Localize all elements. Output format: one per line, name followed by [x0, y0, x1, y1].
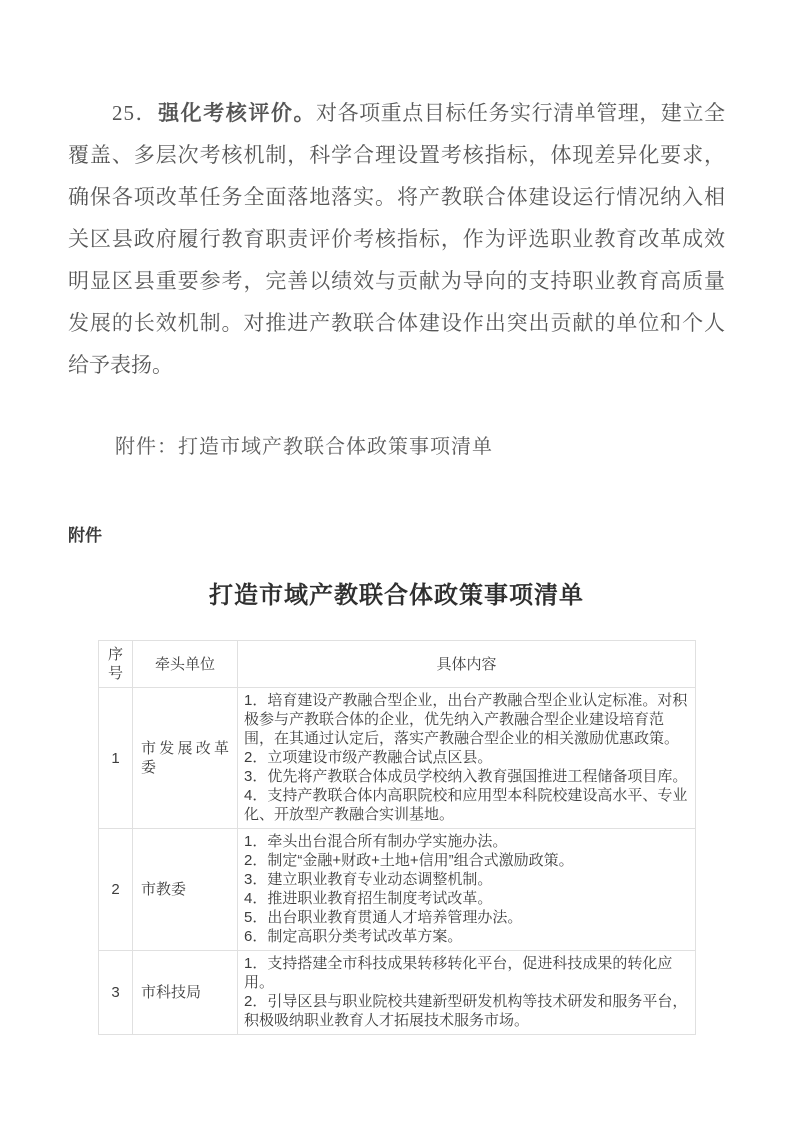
- table-title: 打造市域产教联合体政策事项清单: [209, 583, 584, 609]
- paragraph-line: 覆盖、多层次考核机制，科学合理设置考核指标，体现差异化要求，: [68, 143, 725, 167]
- row-content: [238, 951, 696, 1035]
- content-item: 4．推进职业教育招生制度考试改革。: [244, 890, 493, 907]
- row-serial-number: 2: [99, 829, 133, 951]
- content-item: 2．制定“金融+财政+土地+信用”组合式激励政策。: [244, 852, 574, 869]
- paragraph-line: 发展的长效机制。对推进产教联合体建设作出突出贡献的单位和个人: [68, 311, 725, 335]
- header-serial-number: 序号: [99, 641, 133, 688]
- header-specific-content: 具体内容: [238, 641, 696, 688]
- content-item: 3．优先将产教联合体成员学校纳入教育强国推进工程储备项目库。: [244, 768, 688, 785]
- content-item: 6．制定高职分类考试改革方案。: [244, 928, 463, 945]
- attachment-label: 附件: [68, 526, 102, 545]
- row-lead-unit: 市教委: [133, 829, 238, 951]
- content-item: 5．出台职业教育贯通人才培养管理办法。: [244, 909, 523, 926]
- table-row: [99, 951, 696, 1035]
- paragraph-line: [68, 92, 725, 134]
- paragraph-number: 25．: [112, 101, 159, 125]
- header-lead-unit: 牵头单位: [133, 641, 238, 688]
- content-item: 1．培育建设产教融合型企业，出台产教融合型企业认定标准。对积极参与产教联合体的企业，优先纳入产教融合型企业建设培育范围，在其通过认定后，落实产教融合型企业的相关激励优惠政策。: [244, 692, 688, 747]
- row-content: [238, 688, 696, 829]
- table-row: [99, 829, 696, 951]
- paragraph-line: 明显区县重要参考，完善以绩效与贡献为导向的支持职业教育高质量: [68, 269, 725, 293]
- paragraph-line: 关区县政府履行教育职责评价考核指标，作为评选职业教育改革成效: [68, 227, 725, 251]
- row-lead-unit: 市发展改革委: [133, 688, 238, 829]
- content-item: 4．支持产教联合体内高职院校和应用型本科院校建设高水平、专业化、开放型产教融合实训基地。: [244, 787, 688, 823]
- row-serial-number: 3: [99, 951, 133, 1035]
- paragraph-text: 对各项重点目标任务实行清单管理，建立全: [316, 101, 725, 125]
- content-item: 1．支持搭建全市科技成果转移转化平台，促进科技成果的转化应用。: [244, 955, 673, 991]
- content-item: 3．建立职业教育专业动态调整机制。: [244, 871, 493, 888]
- content-item: 1．牵头出台混合所有制办学实施办法。: [244, 833, 508, 850]
- paragraph-line: 确保各项改革任务全面落地落实。将产教联合体建设运行情况纳入相: [68, 185, 725, 209]
- content-item: 2．引导区县与职业院校共建新型研发机构等技术研发和服务平台，积极吸纳职业教育人才拓展技术服务市场。: [244, 993, 688, 1029]
- content-item: 2．立项建设市级产教融合试点区县。: [244, 749, 493, 766]
- table-header-row: [99, 641, 696, 688]
- row-lead-unit: 市科技局: [133, 951, 238, 1035]
- table-row: [99, 688, 696, 829]
- paragraph-lead-phrase: 强化考核评价。: [158, 101, 317, 125]
- attachment-reference: 附件：打造市域产教联合体政策事项清单: [115, 436, 493, 458]
- paragraph-line: 给予表扬。: [68, 353, 173, 377]
- row-serial-number: 1: [99, 688, 133, 829]
- paragraph-25: [68, 92, 725, 386]
- row-content: [238, 829, 696, 951]
- policy-table: [98, 640, 696, 1035]
